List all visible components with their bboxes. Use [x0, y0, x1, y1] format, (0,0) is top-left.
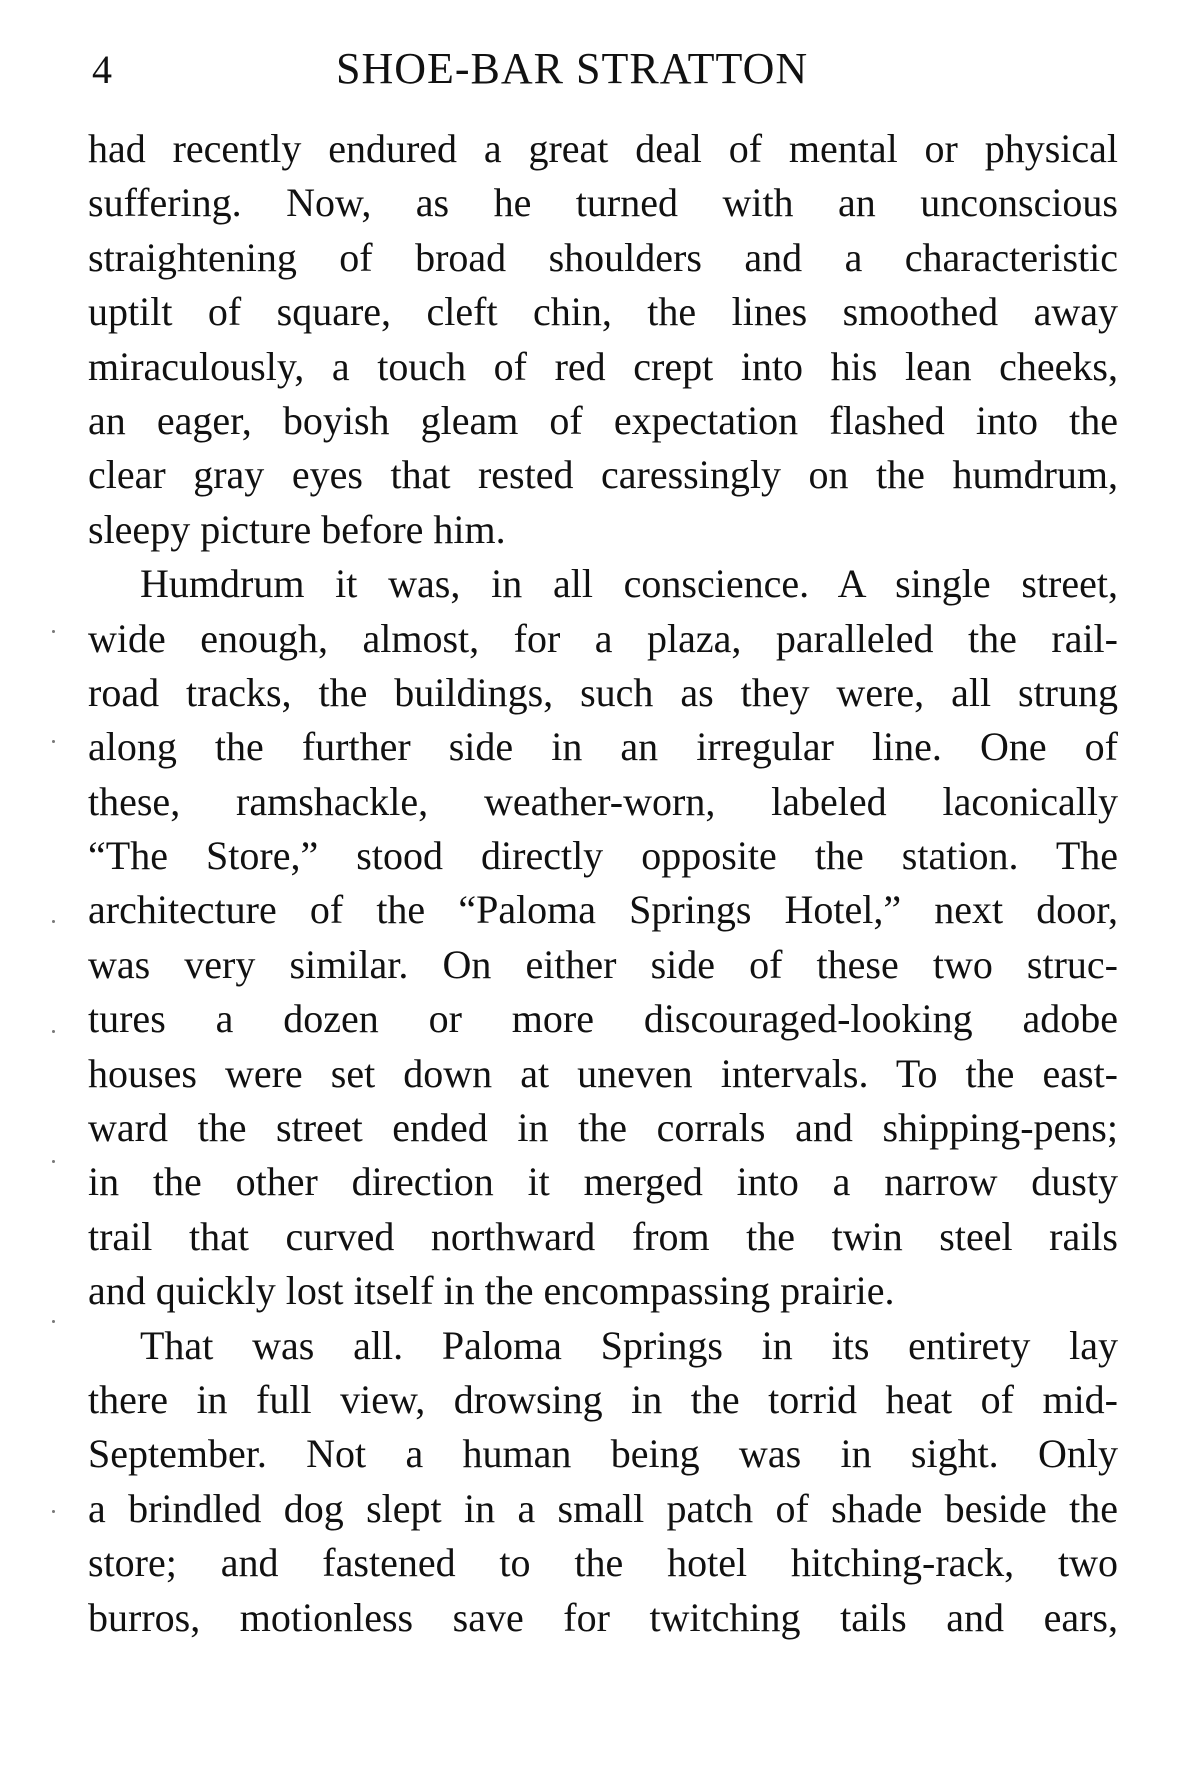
- text-line: ward the street ended in the corrals and shipping-pens;: [88, 1105, 1118, 1151]
- text-line: had recently endured a great deal of mental or physical: [88, 126, 1118, 171]
- text-line: store; and fastened to the hotel hitching-rack, two: [88, 1540, 1118, 1586]
- scan-speck: [52, 1030, 55, 1033]
- paragraph-3: [88, 1319, 1118, 1645]
- text-line: That was all. Paloma Springs in its entirety lay: [140, 1322, 1118, 1368]
- running-head: SHOE-BAR STRATTON: [336, 44, 809, 93]
- body-text: [88, 122, 1118, 1645]
- paragraph-2: [88, 557, 1118, 1318]
- text-line: suffering. Now, as he turned with an unconscious: [88, 180, 1118, 226]
- text-line: along the further side in an irregular line. One of: [88, 724, 1118, 770]
- scan-speck: [52, 630, 55, 633]
- scan-speck: [52, 1510, 55, 1513]
- text-line: burros, motionless save for twitching tails and ears,: [88, 1594, 1118, 1640]
- text-line: “The Store,” stood directly opposite the station. The: [88, 833, 1118, 879]
- paragraph-1: [88, 122, 1118, 557]
- text-line: straightening of broad shoulders and a characteristic: [88, 234, 1118, 280]
- text-line: there in full view, drowsing in the torrid heat of mid-: [88, 1376, 1118, 1422]
- text-line: houses were set down at uneven intervals. To the east-: [88, 1050, 1118, 1096]
- margin-scan-marks: [44, 630, 64, 1730]
- text-line: uptilt of square, cleft chin, the lines smoothed away: [88, 289, 1118, 335]
- scan-speck: [52, 1160, 55, 1163]
- text-line: a brindled dog slept in a small patch of shade beside the: [88, 1485, 1118, 1531]
- text-line: miraculously, a touch of red crept into his lean cheeks,: [88, 343, 1118, 389]
- text-line: clear gray eyes that rested caressingly on the humdrum,: [88, 452, 1118, 498]
- text-line: September. Not a human being was in sight. Only: [88, 1431, 1118, 1477]
- text-line: an eager, boyish gleam of expectation flashed into the: [88, 397, 1118, 443]
- text-line: these, ramshackle, weather-worn, labeled laconically: [88, 778, 1118, 824]
- page-number: 4: [92, 47, 112, 92]
- text-line: tures a dozen or more discouraged-looking adobe: [88, 996, 1118, 1042]
- page-header: [0, 40, 1182, 100]
- text-line: Humdrum it was, in all conscience. A single street,: [140, 561, 1118, 607]
- scan-speck: [52, 740, 55, 743]
- text-line: and quickly lost itself in the encompassing prairie.: [88, 1268, 895, 1314]
- text-line: trail that curved northward from the twin steel rails: [88, 1213, 1118, 1259]
- text-line: in the other direction it merged into a narrow dusty: [88, 1159, 1118, 1205]
- scan-speck: [52, 920, 55, 923]
- text-line: wide enough, almost, for a plaza, paralleled the rail-: [88, 615, 1118, 661]
- scan-speck: [52, 1320, 55, 1323]
- text-line: road tracks, the buildings, such as they were, all strung: [88, 669, 1118, 715]
- text-line: sleepy picture before him.: [88, 506, 506, 552]
- text-line: architecture of the “Paloma Springs Hotel,” next door,: [88, 887, 1118, 933]
- text-line: was very similar. On either side of these two struc-: [88, 941, 1118, 987]
